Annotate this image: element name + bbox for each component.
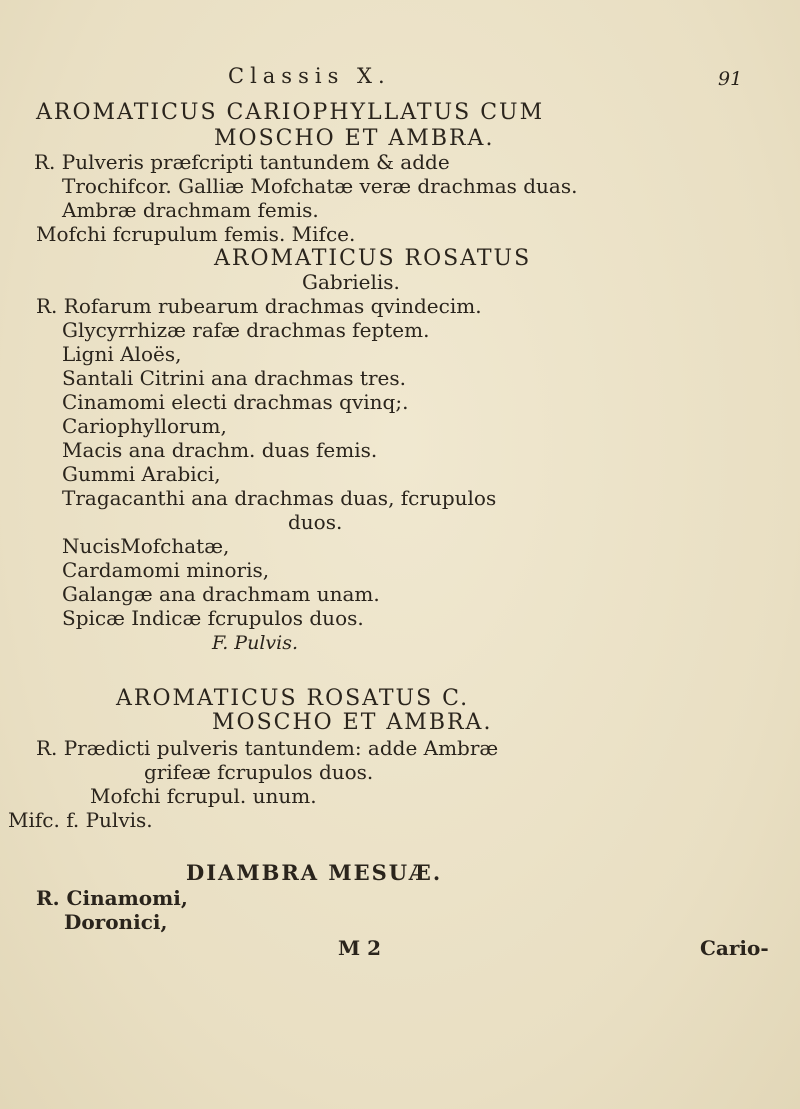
section2-line: Galangæ ana drachmam unam. bbox=[62, 582, 380, 606]
section1-line: Mofchi fcrupulum femis. Mifce. bbox=[36, 222, 356, 246]
section2-line: Spicæ Indicæ fcrupulos duos. bbox=[62, 606, 364, 630]
section2-line: Macis ana drachm. duas femis. bbox=[62, 438, 378, 462]
section3-line: R. Prædicti pulveris tantundem: adde Ambræ bbox=[36, 736, 499, 760]
section2-line: Cardamomi minoris, bbox=[62, 558, 270, 582]
section2-line: R. Rofarum rubearum drachmas qvindecim. bbox=[36, 294, 482, 318]
catchword: Cario- bbox=[700, 936, 769, 960]
section2-line: Tragacanthi ana drachmas duas, fcrupulos bbox=[62, 486, 497, 510]
section2-title-line2: Gabrielis. bbox=[302, 270, 400, 294]
section1-title-line2: MOSCHO ET AMBRA. bbox=[214, 126, 495, 151]
section2-line: duos. bbox=[288, 510, 343, 534]
section1-line: Ambræ drachmam femis. bbox=[62, 198, 319, 222]
section3-line: Mifc. f. Pulvis. bbox=[8, 808, 153, 832]
page-number: 91 bbox=[718, 68, 743, 90]
section4-line: Doronici, bbox=[64, 910, 168, 934]
section2-line: Cariophyllorum, bbox=[62, 414, 227, 438]
section2-line: Santali Citrini ana drachmas tres. bbox=[62, 366, 406, 390]
section2-line: Glycyrrhizæ rafæ drachmas feptem. bbox=[62, 318, 430, 342]
section2-line: Gummi Arabici, bbox=[62, 462, 221, 486]
section1-title-line1: AROMATICUS CARIOPHYLLATUS CUM bbox=[36, 100, 545, 125]
section1-line: R. Pulveris præfcripti tantundem & adde bbox=[34, 150, 450, 174]
section4-line: R. Cinamomi, bbox=[36, 886, 188, 910]
section3-title-line1: AROMATICUS ROSATUS C. bbox=[116, 686, 470, 711]
section2-line: Ligni Aloës, bbox=[62, 342, 182, 366]
running-title: Classis X. bbox=[228, 64, 391, 88]
section1-line: Trochifcor. Galliæ Mofchatæ veræ drachmas duas. bbox=[62, 174, 578, 198]
section3-line: grifeæ fcrupulos duos. bbox=[144, 760, 374, 784]
section3-line: Mofchi fcrupul. unum. bbox=[90, 784, 317, 808]
section2-line: NucisMofchatæ, bbox=[62, 534, 230, 558]
section4-title: DIAMBRA MESUÆ. bbox=[186, 860, 443, 885]
section3-title-line2: MOSCHO ET AMBRA. bbox=[212, 710, 493, 735]
signature-mark: M 2 bbox=[338, 936, 382, 960]
section2-title-line1: AROMATICUS ROSATUS bbox=[214, 246, 532, 271]
section2-line: Cinamomi electi drachmas qvinq;. bbox=[62, 390, 409, 414]
section2-line: F. Pulvis. bbox=[212, 632, 299, 654]
